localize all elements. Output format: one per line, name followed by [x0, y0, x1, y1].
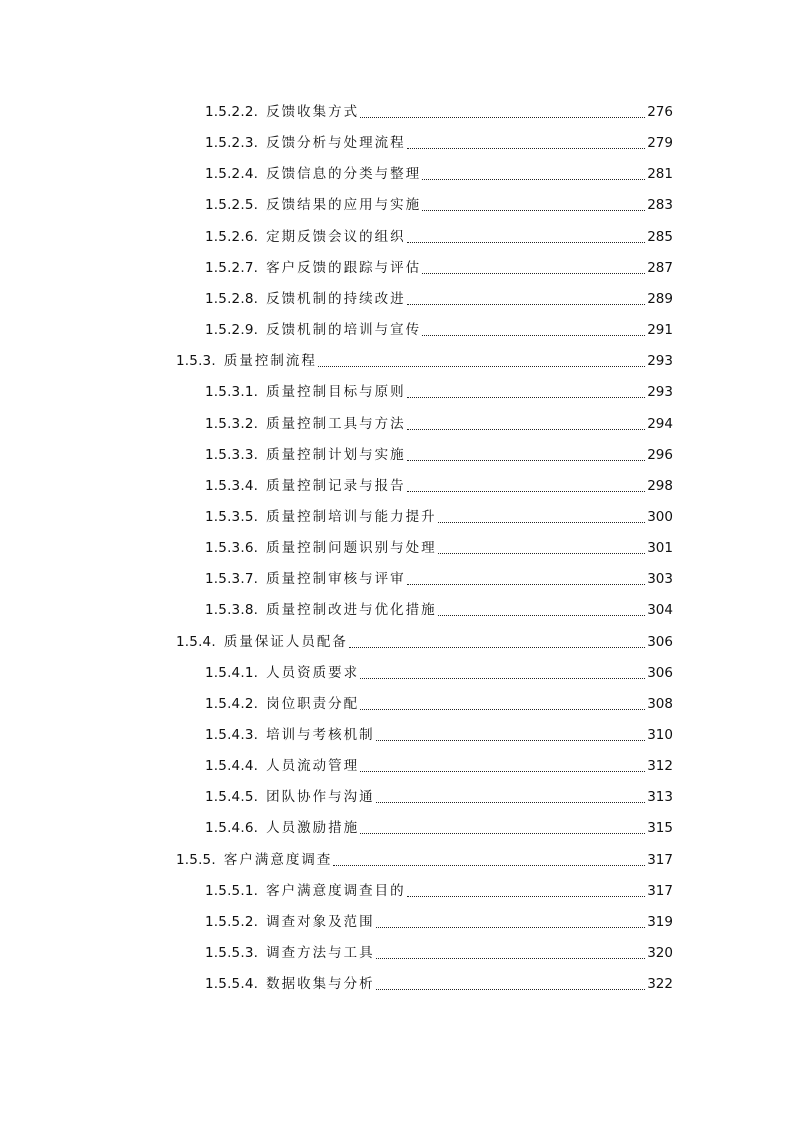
toc-dot-leader	[360, 677, 645, 679]
toc-entry[interactable]	[205, 693, 673, 715]
toc-entry-page-number: 303	[647, 571, 673, 588]
toc-entry-number: 1.5.3.	[176, 353, 216, 370]
toc-entry[interactable]	[205, 662, 673, 684]
toc-entry-number: 1.5.2.7.	[205, 259, 259, 276]
toc-entry-number: 1.5.5.1.	[205, 882, 259, 899]
toc-dot-leader	[407, 459, 646, 461]
toc-entry-page-number: 320	[647, 945, 673, 961]
toc-dot-leader	[376, 957, 646, 959]
toc-dot-leader	[422, 178, 645, 180]
toc-dot-leader	[422, 209, 645, 211]
toc-dot-leader	[422, 272, 645, 274]
toc-dot-leader	[360, 708, 645, 710]
toc-entry-title: 质量控制改进与优化措施	[266, 602, 437, 619]
toc-entry-number: 1.5.3.2.	[205, 415, 259, 432]
toc-entry-page-number: 306	[647, 664, 673, 681]
toc-entry[interactable]	[205, 194, 673, 216]
toc-entry-title: 培训与考核机制	[266, 727, 375, 743]
toc-entry-title: 质量控制培训与能力提升	[266, 508, 437, 525]
toc-entry-page-number: 293	[647, 384, 673, 401]
toc-entry-title: 反馈信息的分类与整理	[266, 166, 422, 183]
toc-entry-number: 1.5.2.9.	[205, 322, 259, 338]
toc-dot-leader	[318, 365, 645, 367]
toc-entry-page-number: 283	[647, 197, 673, 214]
toc-entry-page-number: 285	[647, 228, 673, 245]
toc-entry[interactable]	[205, 288, 673, 310]
toc-entry[interactable]	[205, 568, 673, 590]
toc-entry-title: 数据收集与分析	[266, 976, 375, 993]
toc-entry-title: 人员资质要求	[266, 664, 360, 681]
toc-entry-page-number: 317	[647, 882, 673, 899]
toc-entry-title: 质量控制工具与方法	[266, 415, 406, 432]
toc-entry-title: 反馈分析与处理流程	[266, 135, 406, 152]
toc-entry[interactable]	[205, 257, 673, 279]
toc-dot-leader	[407, 428, 646, 430]
toc-entry-number: 1.5.2.3.	[205, 135, 259, 152]
toc-entry-title: 客户反馈的跟踪与评估	[266, 259, 422, 276]
toc-entry-number: 1.5.2.5.	[205, 197, 259, 214]
toc-dot-leader	[438, 552, 646, 554]
toc-entry[interactable]	[205, 880, 673, 902]
toc-entry-number: 1.5.3.8.	[205, 602, 259, 619]
toc-entry[interactable]	[176, 631, 673, 653]
toc-entry-number: 1.5.5.	[176, 851, 216, 868]
toc-entry-title: 团队协作与沟通	[266, 789, 375, 806]
toc-entry-title: 质量保证人员配备	[223, 633, 348, 650]
toc-entry-page-number: 279	[647, 135, 673, 152]
toc-entry-page-number: 289	[647, 290, 673, 307]
toc-dot-leader	[407, 396, 646, 398]
toc-dot-leader	[407, 895, 646, 897]
toc-dot-leader	[360, 832, 645, 834]
toc-entry-title: 客户满意度调查	[223, 851, 333, 868]
toc-entry-page-number: 315	[647, 820, 673, 837]
toc-dot-leader	[360, 770, 645, 772]
toc-dot-leader	[360, 116, 645, 118]
toc-entry-title: 调查对象及范围	[266, 913, 375, 930]
toc-entry-page-number: 291	[647, 322, 673, 338]
toc-entry-page-number: 310	[647, 727, 673, 743]
toc-entry[interactable]	[205, 755, 673, 777]
toc-entry-title: 质量控制流程	[223, 353, 317, 370]
toc-entry[interactable]	[205, 973, 673, 995]
toc-dot-leader	[376, 801, 646, 803]
toc-dot-leader	[407, 490, 646, 492]
toc-dot-leader	[407, 583, 646, 585]
toc-entry-page-number: 296	[647, 446, 673, 463]
toc-entry-page-number: 317	[647, 851, 673, 868]
toc-entry[interactable]	[205, 101, 673, 123]
toc-entry-page-number: 293	[647, 353, 673, 370]
toc-entry-title: 人员激励措施	[266, 820, 360, 837]
toc-dot-leader	[349, 646, 645, 648]
toc-entry-title: 反馈机制的培训与宣传	[266, 322, 422, 338]
toc-entry[interactable]	[205, 537, 673, 559]
toc-dot-leader	[422, 334, 645, 336]
toc-entry-title: 人员流动管理	[266, 758, 360, 775]
toc-entry[interactable]	[205, 817, 673, 839]
toc-entry[interactable]	[205, 724, 673, 746]
toc-entry-number: 1.5.4.1.	[205, 664, 259, 681]
toc-entry-page-number: 287	[647, 259, 673, 276]
toc-entry-title: 定期反馈会议的组织	[266, 228, 406, 245]
toc-entry-title: 质量控制计划与实施	[266, 446, 406, 463]
toc-entry-number: 1.5.3.6.	[205, 540, 259, 557]
toc-entry-number: 1.5.5.2.	[205, 913, 259, 930]
toc-entry-page-number: 301	[647, 540, 673, 557]
toc-dot-leader	[438, 521, 646, 523]
toc-entry-number: 1.5.2.2.	[205, 104, 259, 120]
toc-entry-number: 1.5.4.4.	[205, 758, 259, 775]
toc-entry-title: 质量控制问题识别与处理	[266, 540, 437, 557]
toc-entry-number: 1.5.5.4.	[205, 976, 259, 993]
toc-entry-title: 反馈机制的持续改进	[266, 290, 406, 307]
toc-entry[interactable]	[205, 381, 673, 403]
toc-dot-leader	[407, 303, 646, 305]
toc-entry-title: 客户满意度调查目的	[266, 882, 406, 899]
toc-dot-leader	[333, 864, 645, 866]
toc-entry[interactable]	[205, 226, 673, 248]
toc-entry-title: 质量控制审核与评审	[266, 571, 406, 588]
toc-dot-leader	[407, 147, 646, 149]
toc-entry[interactable]	[205, 413, 673, 435]
toc-entry-number: 1.5.3.3.	[205, 446, 259, 463]
toc-entry-page-number: 322	[647, 976, 673, 993]
toc-entry-number: 1.5.4.6.	[205, 820, 259, 837]
toc-dot-leader	[438, 614, 646, 616]
toc-entry-title: 质量控制目标与原则	[266, 384, 406, 401]
toc-entry-number: 1.5.4.2.	[205, 695, 259, 712]
toc-entry-page-number: 276	[647, 104, 673, 120]
toc-entry-page-number: 312	[647, 758, 673, 775]
toc-entry-number: 1.5.3.4.	[205, 477, 259, 494]
toc-entry[interactable]	[205, 163, 673, 185]
toc-entry-page-number: 300	[647, 508, 673, 525]
toc-entry-number: 1.5.5.3.	[205, 945, 259, 961]
toc-entry-number: 1.5.2.4.	[205, 166, 259, 183]
toc-entry[interactable]	[205, 599, 673, 621]
toc-entry[interactable]	[205, 475, 673, 497]
toc-entry-title: 反馈收集方式	[266, 104, 360, 120]
toc-dot-leader	[407, 241, 646, 243]
toc-entry[interactable]	[205, 942, 673, 964]
toc-entry[interactable]	[205, 786, 673, 808]
toc-entry-number: 1.5.4.3.	[205, 727, 259, 743]
toc-entry-number: 1.5.2.6.	[205, 228, 259, 245]
toc-entry[interactable]	[205, 506, 673, 528]
toc-entry-title: 反馈结果的应用与实施	[266, 197, 422, 214]
toc-entry-title: 调查方法与工具	[266, 945, 375, 961]
toc-entry[interactable]	[205, 319, 673, 341]
toc-entry-number: 1.5.4.	[176, 633, 216, 650]
toc-dot-leader	[376, 988, 646, 990]
toc-entry-page-number: 308	[647, 695, 673, 712]
toc-dot-leader	[376, 926, 646, 928]
toc-entry[interactable]	[205, 911, 673, 933]
toc-entry-number: 1.5.2.8.	[205, 290, 259, 307]
toc-entry-title: 质量控制记录与报告	[266, 477, 406, 494]
toc-entry-title: 岗位职责分配	[266, 695, 360, 712]
toc-entry-page-number: 298	[647, 477, 673, 494]
toc-entry-number: 1.5.4.5.	[205, 789, 259, 806]
toc-entry-number: 1.5.3.5.	[205, 508, 259, 525]
toc-entry-number: 1.5.3.7.	[205, 571, 259, 588]
toc-entry[interactable]	[205, 444, 673, 466]
toc-entry-page-number: 281	[647, 166, 673, 183]
toc-entry-page-number: 319	[647, 913, 673, 930]
toc-entry-number: 1.5.3.1.	[205, 384, 259, 401]
toc-entry-page-number: 304	[647, 602, 673, 619]
toc-entry[interactable]	[176, 849, 673, 871]
toc-dot-leader	[376, 739, 646, 741]
toc-entry-page-number: 306	[647, 633, 673, 650]
toc-entry[interactable]	[205, 132, 673, 154]
toc-entry[interactable]	[176, 350, 673, 372]
toc-entry-page-number: 313	[647, 789, 673, 806]
toc-entry-page-number: 294	[647, 415, 673, 432]
